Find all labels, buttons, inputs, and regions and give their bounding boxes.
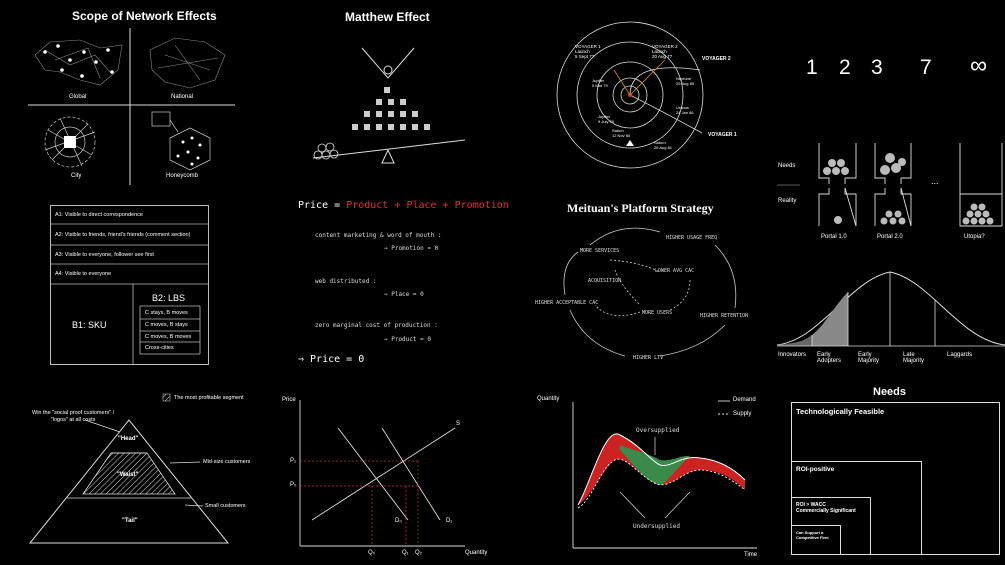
need-roi-positive-label: ROI-positive xyxy=(796,466,835,473)
demand-legend-supply: Supply xyxy=(733,411,752,417)
jupiter1-label: Jupiter 5 Mar 79 xyxy=(592,78,608,88)
adoption-late-majority: Late Majority xyxy=(903,352,925,364)
jupiter2-label: Jupiter 9 July 79 xyxy=(598,114,615,124)
utopia-label: Utopia? xyxy=(964,234,985,240)
demand-oversupplied: Oversupplied xyxy=(636,427,680,434)
adoption-early-majority: Early Majority xyxy=(858,352,880,364)
matthew-title: Matthew Effect xyxy=(345,10,430,24)
price-effect-1: ⇒ Promotion = 0 xyxy=(384,245,439,252)
visibility-row-a4: A4: Visible to everyone xyxy=(55,271,112,277)
need-competitive-firm xyxy=(791,525,841,555)
number-1: 1 xyxy=(806,56,818,79)
need-tech-feasible-label: Technologically Feasible xyxy=(796,407,885,416)
price-lhs: Price = xyxy=(298,200,341,211)
quadrant-national-label: National xyxy=(171,94,194,100)
node-lower-cac: LOWER AVG CAC xyxy=(655,268,695,274)
visibility-row-a1: A1: Visible to direct correspondence xyxy=(55,212,143,218)
pyramid-head: "Head" xyxy=(118,436,139,442)
saturn1-label: Saturn 12 Nov 80 xyxy=(612,128,631,138)
quadrant-city-label: City xyxy=(71,173,82,179)
quadrant-honeycomb-label: Honeycomb xyxy=(166,173,199,179)
price-promotion: Promotion xyxy=(454,200,509,211)
adoption-laggards: Laggards xyxy=(947,352,973,358)
supply-q0: Q₀ xyxy=(368,550,376,556)
supply-p1: P₁ xyxy=(290,458,297,464)
node-higher-retention: HIGHER RETENTION xyxy=(700,313,749,319)
pyramid-tail: "Tail" xyxy=(122,518,138,524)
visibility-b2: B2: LBS xyxy=(152,293,186,303)
pyramid-waist: "Waist" xyxy=(117,472,139,478)
supply-q1: Q₁ xyxy=(402,550,409,556)
network-title: Scope of Network Effects xyxy=(72,9,217,23)
pyramid-mid: Mid-size customers xyxy=(203,459,251,465)
portal-needs-label: Needs xyxy=(778,163,796,169)
voyager2-launch-label: VOYAGER 2 Launch 20 Aug 77 xyxy=(652,44,678,59)
saturn2-label: Saturn 26 Aug 81 xyxy=(654,140,673,150)
pyramid-legend: The most profitable segment xyxy=(174,395,244,401)
supply-s: S xyxy=(456,421,461,427)
visibility-row-a2: A2: Visible to friends, friend's friends (comment section) xyxy=(55,232,191,238)
portal-ellipsis: ... xyxy=(931,176,939,186)
demand-ylabel: Quantity xyxy=(537,396,560,402)
supply-d0: D₀ xyxy=(395,518,402,524)
pyramid-small: Small customers xyxy=(205,503,246,509)
needs-title: Needs xyxy=(873,386,907,398)
quadrant-global-label: Global xyxy=(69,94,87,100)
price-cause-2: web distributed : xyxy=(315,278,377,285)
node-higher-usage: HIGHER USAGE FREQ xyxy=(666,235,718,241)
number-7: 7 xyxy=(920,56,932,79)
price-effect-3: ⇒ Product = 0 xyxy=(384,336,431,343)
supply-q2: Q₂ xyxy=(415,550,422,556)
price-cause-1: content marketing & word of mouth : xyxy=(315,232,442,239)
price-place: Place xyxy=(406,200,437,211)
visibility-row-a3: A3: Visible to everyone, follower see first xyxy=(55,252,154,258)
price-plus-1: + xyxy=(394,200,401,211)
price-effect-2: ⇒ Place = 0 xyxy=(384,291,424,298)
meituan-title: Meituan's Platform Strategy xyxy=(567,201,714,215)
neptune-label: Neptune 25 Aug 89 xyxy=(676,76,695,86)
supply-d1: D₁ xyxy=(446,518,453,524)
demand-undersupplied: Undersupplied xyxy=(633,523,680,530)
price-plus-2: + xyxy=(442,200,449,211)
price-product: Product xyxy=(346,200,389,211)
need-roi-wacc-label: ROI > WACC Commercially Significant xyxy=(796,502,856,514)
supply-xlabel: Quantity xyxy=(465,550,488,556)
b2-row-2: C moves, B stays xyxy=(145,322,188,328)
b2-row-1: C stays, B moves xyxy=(145,310,188,316)
node-acquisition: ACQUISITION xyxy=(588,278,622,284)
b2-row-4: Cross-cities xyxy=(145,345,174,351)
need-competitive-firm-label: Can Support a Competitive Firm xyxy=(796,530,829,540)
number-infinity: ∞ xyxy=(970,52,988,79)
number-3: 3 xyxy=(871,56,883,79)
portal-1-label: Portal 1.0 xyxy=(821,234,847,240)
portal-reality-label: Reality xyxy=(778,198,797,204)
uranus-label: Uranus 24 Jan 86 xyxy=(676,105,694,115)
visibility-b1: B1: SKU xyxy=(72,320,107,330)
pyramid-callout: Win the "social proof customers" / "logos" at all costs xyxy=(32,410,115,423)
voyager2-label: VOYAGER 2 xyxy=(702,56,731,62)
supply-ylabel: Price xyxy=(282,397,296,403)
supply-p0: P₀ xyxy=(290,482,297,488)
price-conclusion: ⇒ Price = 0 xyxy=(298,354,365,365)
node-more-users: MORE USERS xyxy=(642,310,673,316)
voyager1-launch-label: VOYAGER 1 Launch 5 Sept 77 xyxy=(575,44,601,59)
number-2: 2 xyxy=(839,56,851,79)
adoption-early-adopters: Early Adopters xyxy=(817,352,842,364)
node-higher-acceptable-cac: HIGHER ACCEPTABLE CAC xyxy=(535,300,599,306)
node-more-services: MORE SERVICES xyxy=(580,248,620,254)
demand-legend-demand: Demand xyxy=(733,397,756,403)
portal-2-label: Portal 2.0 xyxy=(877,234,903,240)
voyager1-label: VOYAGER 1 xyxy=(708,132,737,138)
node-higher-ltv: HIGHER LTV xyxy=(633,355,664,361)
b2-row-3: C moves, B moves xyxy=(145,334,192,340)
adoption-innovators: Innovators xyxy=(778,352,807,358)
price-cause-3: zero marginal cost of production : xyxy=(315,322,438,329)
demand-xlabel: Time xyxy=(744,552,758,558)
